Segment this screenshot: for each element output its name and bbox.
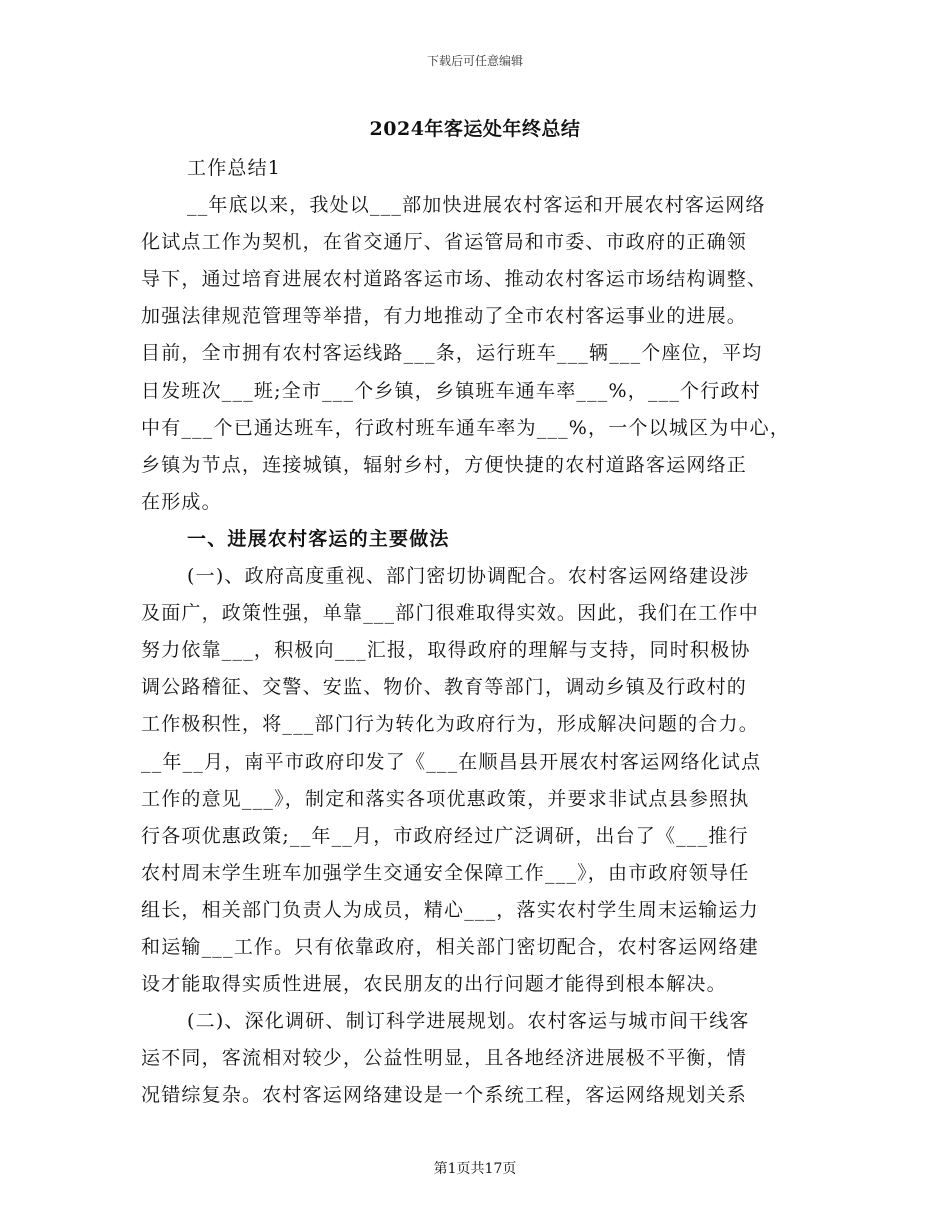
paragraph-line: 化试点工作为契机，在省交通厅、省运管局和市委、市政府的正确领 xyxy=(141,231,748,254)
paragraph-line: 工作极积性，将___部门行为转化为政府行为，形成解决问题的合力。 xyxy=(141,713,759,736)
paragraph-line: 日发班次___班;全市___个乡镇，乡镇班车通车率___%，___个行政村 xyxy=(141,379,761,402)
paragraph-line: __年底以来，我处以___部加快进展农村客运和开展农村客运网络 xyxy=(187,194,766,217)
paragraph-line: 运不同，客流相对较少，公益性明显，且各地经济进展极不平衡，情 xyxy=(141,1047,748,1070)
page-header: 下载后可任意编辑 xyxy=(426,54,523,68)
page-footer: 第1页共17页 xyxy=(433,1161,517,1177)
document-body xyxy=(141,150,817,1152)
paragraph-line: 及面广，政策性强，单靠___部门很难取得实效。因此，我们在工作中 xyxy=(141,602,759,625)
paragraph-line: 中有___个已通达班车，行政村班车通车率为___%，一个以城区为中心， xyxy=(141,416,791,439)
paragraph-line: 和运输___工作。只有依靠政府，相关部门密切配合，农村客运网络建 xyxy=(141,935,759,958)
paragraph-line: 行各项优惠政策;__年__月，市政府经过广泛调研，出台了《___推行 xyxy=(141,824,749,847)
section-heading: 一、进展农村客运的主要做法 xyxy=(187,527,450,550)
paragraph-line: 调公路稽征、交警、安监、物价、教育等部门，调动乡镇及行政村的 xyxy=(141,676,748,699)
paragraph-line: 在形成。 xyxy=(141,490,222,513)
paragraph-line: 设才能取得实质性进展，农民朋友的出行问题才能得到根本解决。 xyxy=(141,973,727,996)
paragraph-line: 工作的意见___》，制定和落实各项优惠政策，并要求非试点县参照执 xyxy=(141,787,750,810)
paragraph-line: 加强法律规范管理等举措，有力地推动了全市农村客运事业的进展。 xyxy=(141,305,748,328)
paragraph-line: 组长，相关部门负责人为成员，精心___，落实农村学生周末运输运力 xyxy=(141,898,759,921)
paragraph-line: __年__月，南平市政府印发了《___在顺昌县开展农村客运网络化试点 xyxy=(141,750,762,773)
paragraph-line: 乡镇为节点，连接城镇，辐射乡村，方便快捷的农村道路客运网络正 xyxy=(141,453,748,476)
paragraph-line: 况错综复杂。农村客运网络建设是一个系统工程，客运网络规划关系 xyxy=(141,1084,748,1107)
paragraph-line: 农村周末学生班车加强学生交通安全保障工作___》，由市政府领导任 xyxy=(141,861,750,884)
section-label: 工作总结1 xyxy=(187,157,282,179)
paragraph-line: (二)、深化调研、制订科学进展规划。农村客运与城市间干线客 xyxy=(187,1010,750,1033)
paragraph-line xyxy=(141,1114,817,1151)
paragraph-line: (一)、政府高度重视、部门密切协调配合。农村客运网络建设涉 xyxy=(187,565,750,588)
paragraph-line: 努力依靠___，积极向___汇报，取得政府的理解与支持，同时积极协 xyxy=(141,639,751,662)
document-title: 2024年客运处年终总结 xyxy=(369,118,581,140)
paragraph-line: 目前，全市拥有农村客运线路___条，运行班车___辆___个座位，平均 xyxy=(141,342,763,365)
paragraph-line: 导下，通过培育进展农村道路客运市场、推动农村客运市场结构调整、 xyxy=(141,268,768,291)
